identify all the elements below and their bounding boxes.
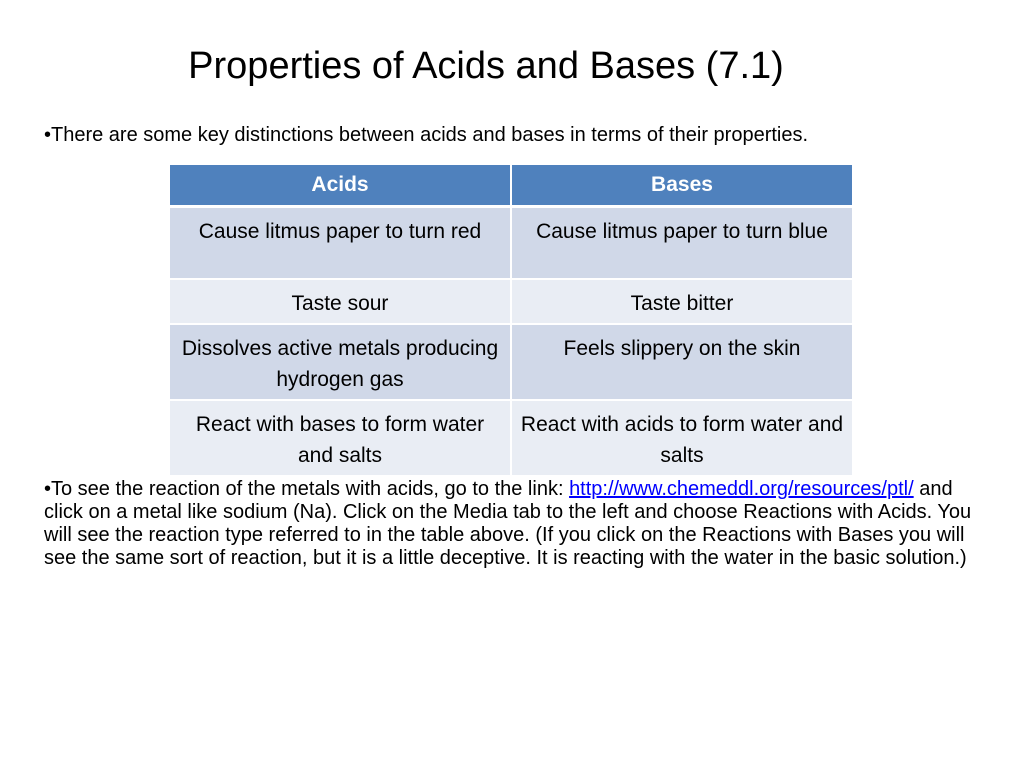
base-cell: Feels slippery on the skin: [511, 324, 852, 400]
link-bullet-rest: and click on a metal like sodium (Na). Click on the Media tab to the left and choose Reactions with Acids. You will see the reaction type referred to in the table above. (If you click on the Reactions with Bases you will see the same sort of reaction, but it is a little deceptive. It is reacting with the water in the basic solution.): [44, 478, 972, 569]
table-row: [170, 279, 852, 324]
table-header-row: [170, 165, 852, 207]
table-row: [170, 207, 852, 280]
link-bullet-lead: •To see the reaction of the metals with acids, go to the link:: [44, 478, 570, 500]
link-bullet: [44, 478, 984, 570]
acid-cell: Cause litmus paper to turn red: [170, 207, 511, 280]
chemeddl-link[interactable]: http://www.chemeddl.org/resources/ptl/: [569, 478, 914, 500]
acid-cell: Taste sour: [170, 279, 511, 324]
header-acids: Acids: [170, 165, 511, 207]
intro-bullet: •There are some key distinctions between acids and bases in terms of their properties.: [44, 124, 809, 146]
base-cell: Taste bitter: [511, 279, 852, 324]
base-cell: React with acids to form water and salts: [511, 400, 852, 476]
table-row: [170, 324, 852, 400]
table-row: [170, 400, 852, 476]
acid-cell: Dissolves active metals producing hydrogen gas: [170, 324, 511, 400]
acid-cell: React with bases to form water and salts: [170, 400, 511, 476]
properties-table: [170, 165, 852, 477]
base-cell: Cause litmus paper to turn blue: [511, 207, 852, 280]
header-bases: Bases: [511, 165, 852, 207]
slide-title: Properties of Acids and Bases (7.1): [188, 45, 784, 87]
